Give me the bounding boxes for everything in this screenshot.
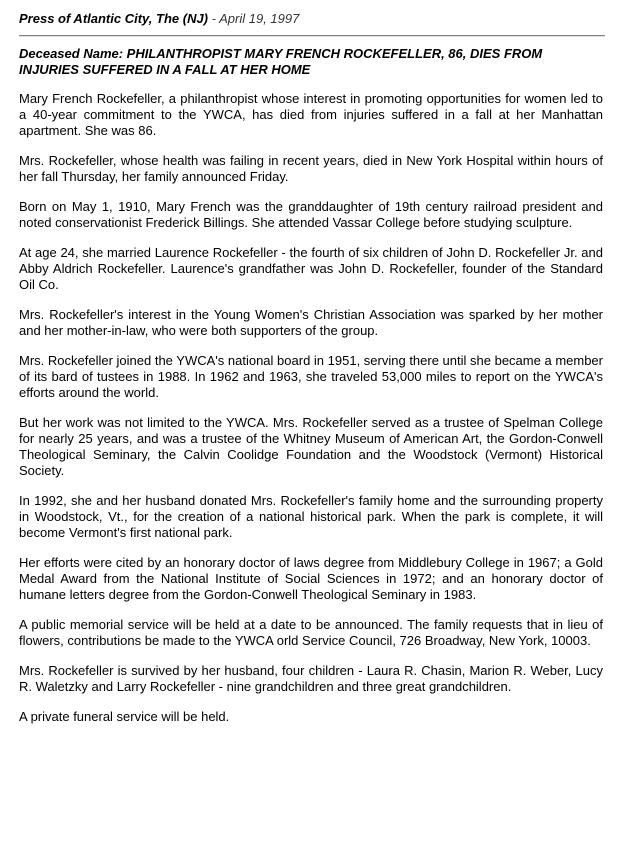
- article-paragraph: Mrs. Rockefeller, whose health was failing in recent years, died in New York Hospital within hours of her fall Thursday, her family announced Friday.: [19, 153, 603, 184]
- article-paragraph: In 1992, she and her husband donated Mrs. Rockefeller's family home and the surrounding property in Woodstock, Vt., for the creation of a national historical park. When the park is complete, it will become Vermont's first national park.: [19, 493, 603, 540]
- article-paragraph: Mrs. Rockefeller joined the YWCA's national board in 1951, serving there until she became a member of its bard of tustees in 1988. In 1962 and 1963, she traveled 53,000 miles to report on the YWCA's efforts around the world.: [19, 353, 603, 400]
- article-paragraph: A public memorial service will be held at a date to be announced. The family requests that in lieu of flowers, contributions be made to the YWCA orld Service Council, 726 Broadway, New York, 10003.: [19, 617, 603, 648]
- article-paragraph: Mrs. Rockefeller's interest in the Young Women's Christian Association was sparked by her mother and her mother-in-law, who were both supporters of the group.: [19, 307, 603, 338]
- publication-name: Press of Atlantic City, The (NJ): [19, 11, 209, 26]
- article-headline: Deceased Name: PHILANTHROPIST MARY FRENCH ROCKEFELLER, 86, DIES FROM INJURIES SUFFERED IN A FALL AT HER HOME: [19, 46, 543, 77]
- article-paragraph: But her work was not limited to the YWCA. Mrs. Rockefeller served as a trustee of Spelman College for nearly 25 years, and was a trustee of the Whitney Museum of American Art, the Gordon-Conwell Theological Seminary, the Calvin Coolidge Foundation and the Woodstock (Vermont) Historical Society.: [19, 415, 603, 478]
- article-header: [19, 11, 623, 27]
- publication-date: April 19, 1997: [219, 11, 300, 26]
- article-body: [19, 91, 603, 725]
- article-paragraph: Her efforts were cited by an honorary doctor of laws degree from Middlebury College in 1967; a Gold Medal Award from the National Institute of Social Sciences in 1972; and an honorary doctor of humane letters degree from the Gordon-Conwell Theological Seminary in 1983.: [19, 555, 603, 602]
- article-paragraph: Born on May 1, 1910, Mary French was the granddaughter of 19th century railroad president and noted conservationist Frederick Billings. She attended Vassar College before studying sculpture.: [19, 199, 603, 230]
- article-paragraph: Mrs. Rockefeller is survived by her husband, four children - Laura R. Chasin, Marion R. Weber, Lucy R. Waletzky and Larry Rockefeller - nine grandchildren and three great grandchildren.: [19, 663, 603, 694]
- article-paragraph: Mary French Rockefeller, a philanthropist whose interest in promoting opportunities for women led to a 40-year commitment to the YWCA, has died from injuries suffered in a fall at her Manhattan apartment. She was 86.: [19, 91, 603, 138]
- article-paragraph: A private funeral service will be held.: [19, 709, 230, 724]
- header-divider: [19, 35, 605, 37]
- article-paragraph: At age 24, she married Laurence Rockefeller - the fourth of six children of John D. Rockefeller Jr. and Abby Aldrich Rockefeller. Laurence's grandfather was John D. Rockefeller, founder of the Standard Oil Co.: [19, 245, 603, 292]
- header-separator: -: [211, 11, 216, 26]
